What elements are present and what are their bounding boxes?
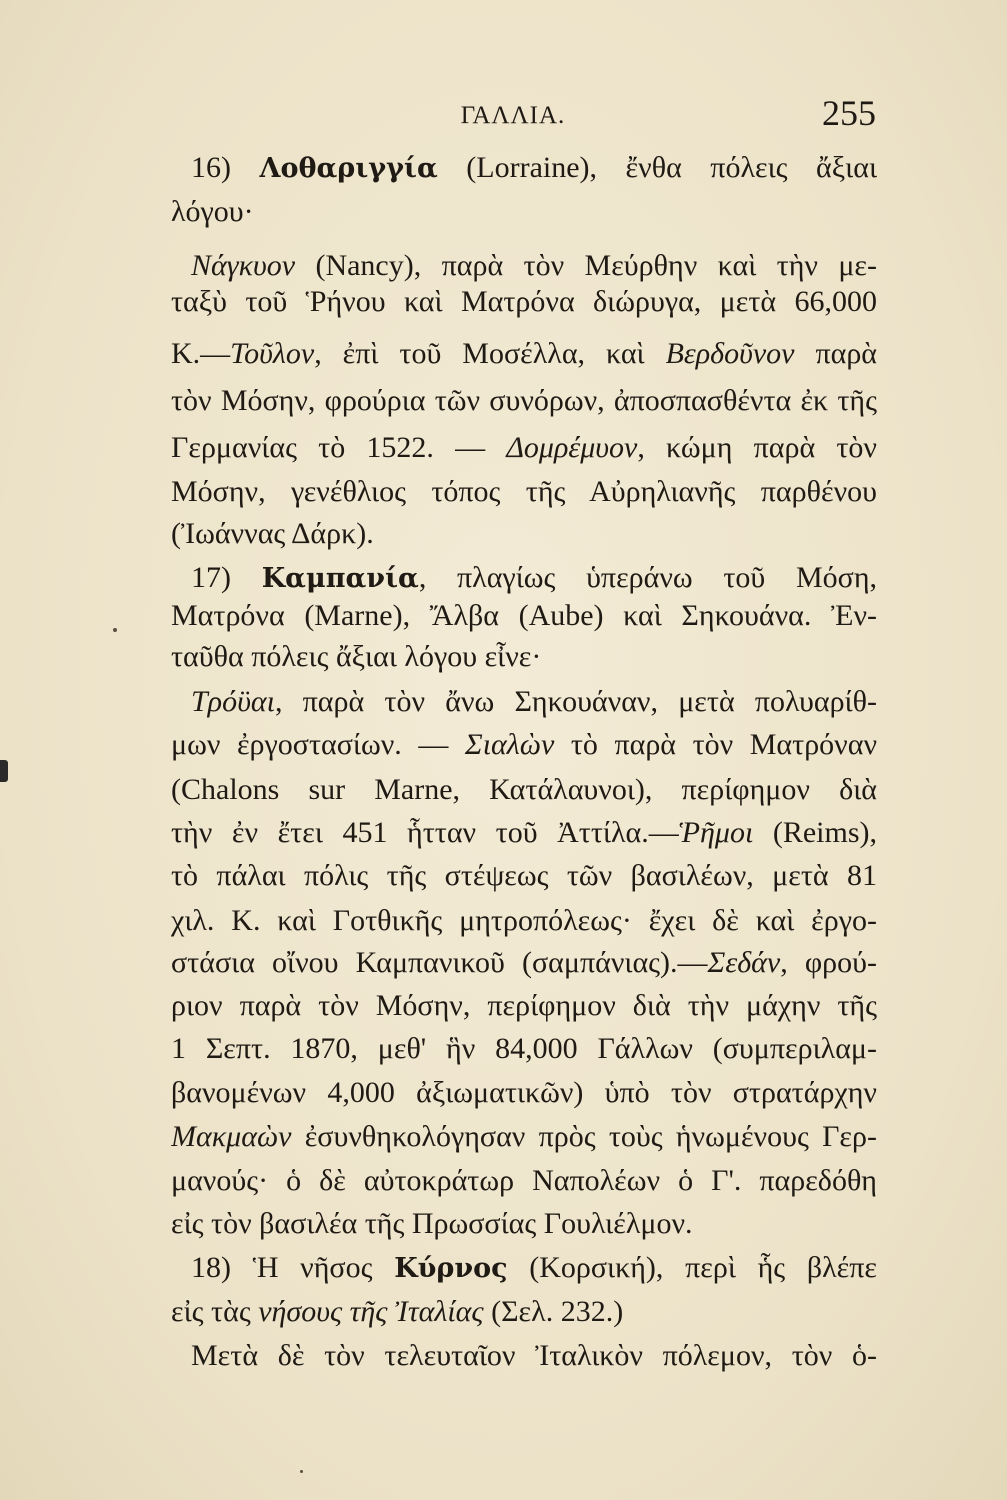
text-line: Μόσην, γενέθλιος τόπος τῆς Αὐρηλιανῆς παρθένου [171,475,877,508]
text-line: τὸν Μόσην, φρούρια τῶν συνόρων, ἀποσπασθέντα ἐκ τῆς [171,384,877,417]
text-line: 18) Ἡ νῆσος Κύρνος (Κορσική), περὶ ἧς βλέπε [191,1251,877,1284]
text-line: ταῦθα πόλεις ἄξιαι λόγου εἶνε· [171,640,542,673]
text-line: εἰς τὸν βασιλέα τῆς Πρωσσίας Γουλιέλμον. [171,1207,693,1240]
city-name: Νάγκυον [191,249,296,282]
region-name: Κύρνος [394,1253,508,1284]
text-line: ριον παρὰ τὸν Μόσην, περίφημον διὰ τὴν μάχην τῆς [171,989,877,1022]
ink-speck [300,1470,303,1473]
section-number: 17) [191,561,231,594]
ink-speck [113,628,117,632]
text-line: 1 Σεπτ. 1870, μεθ' ἣν 84,000 Γάλλων (συμπεριλαμ- [171,1032,877,1065]
region-name: Λοθαριγγία [259,153,438,184]
chapter-title: ΓΑΛΛΙΑ. [460,102,566,129]
person-name: Μακμαὼν [171,1120,292,1153]
section-number: 18) [191,1251,231,1284]
city-name: Τρόϋαι [191,685,275,718]
text-line: ταξὺ τοῦ Ῥήνου καὶ Ματρόνα διώρυγα, μετὰ 66,000 [171,285,877,318]
text-line: Τρόϋαι, παρὰ τὸν ἄνω Σηκουάναν, μετὰ πολυαρίθ- [191,685,877,718]
text-line: χιλ. Κ. καὶ Γοτθικῆς μητροπόλεως· ἔχει δὲ καὶ ἐργο- [171,904,877,937]
running-header [150,92,876,132]
text-line: βανομένων 4,000 ἀξιωματικῶν) ὑπὸ τὸν στρατάρχην [171,1076,877,1109]
city-name: Τοῦλον [230,337,315,370]
text-line: Μετὰ δὲ τὸν τελευταῖον Ἰταλικὸν πόλεμον, τὸν ὁ- [191,1339,877,1372]
text-line: τὸ πάλαι πόλις τῆς στέψεως τῶν βασιλέων, μετὰ 81 [171,859,877,892]
city-name: Σιαλὼν [464,728,555,761]
page-number: 255 [822,93,876,133]
text-line: 17) Καμπανία, πλαγίως ὑπεράνω τοῦ Μόση, [191,561,877,594]
text-line: Γερμανίας τὸ 1522. — Δομρέμυον, κώμη παρὰ τὸν [171,431,877,464]
city-name: Βερδοῦνον [665,337,795,370]
text-line: (Ἰωάννας Δάρκ). [171,517,374,550]
city-name: Σεδάν [707,946,781,979]
page-edge-mark [0,760,8,782]
cross-reference: νήσους τῆς Ἰταλίας [258,1295,484,1328]
city-name: Δομρέμυον [506,431,638,464]
text-line: μων ἐργοστασίων. — Σιαλὼν τὸ παρὰ τὸν Ματρόναν [171,728,877,761]
text-line: λόγου· [171,195,254,228]
text-line: τὴν ἐν ἔτει 451 ἧτταν τοῦ Ἀττίλα.—Ῥῆμοι (Reims), [171,816,877,849]
region-name: Καμπανία [261,563,419,594]
city-name: Ῥῆμοι [678,816,754,849]
text-line: Μακμαὼν ἐσυνθηκολόγησαν πρὸς τοὺς ἡνωμένους Γερ- [171,1120,877,1153]
text-line: εἰς τὰς νήσους τῆς Ἰταλίας (Σελ. 232.) [171,1295,624,1328]
text-line: 16) Λοθαριγγία (Lorraine), ἔνθα πόλεις ἄξιαι [191,151,877,184]
text-line: (Chalons sur Marne, Κατάλαυνοι), περίφημον διὰ [171,773,877,806]
text-line: Ματρόνα (Marne), Ἄλβα (Aube) καὶ Σηκουάνα. Ἐν- [171,599,877,632]
section-number: 16) [191,151,231,184]
text-line: Κ.—Τοῦλον, ἐπὶ τοῦ Μοσέλλα, καὶ Βερδοῦνον παρὰ [171,337,877,370]
text-line: Νάγκυον (Nancy), παρὰ τὸν Μεύρθην καὶ τὴν με- [191,249,877,282]
text-line: στάσια οἴνου Καμπανικοῦ (σαμπάνιας).—Σεδάν, φρού- [171,946,877,979]
text-line: μανούς· ὁ δὲ αὐτοκράτωρ Ναπολέων ὁ Γ'. παρεδόθη [171,1164,877,1197]
